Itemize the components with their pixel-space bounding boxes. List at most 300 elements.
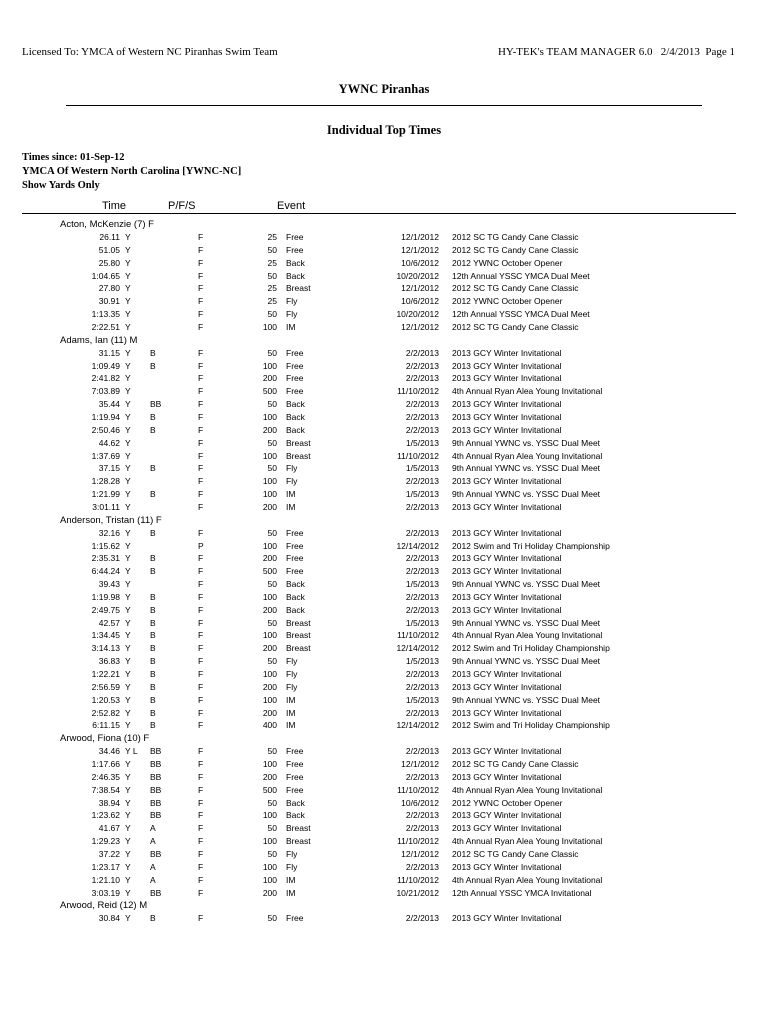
time-cell: 36.83 [98,656,120,667]
meet-cell: 2012 Swim and Tri Holiday Championship [452,720,610,731]
distance-cell: 100 [262,411,277,422]
meet-cell: 9th Annual YWNC vs. YSSC Dual Meet [452,617,601,628]
stroke-cell: Breast [286,630,311,641]
meet-cell: 9th Annual YWNC vs. YSSC Dual Meet [452,437,601,448]
stroke-cell: Back [286,591,305,602]
time-cell: 1:23.62 [91,810,120,821]
time-cell: 37.22 [98,848,120,859]
standard-cell: B [150,681,156,692]
standard-cell: B [150,604,156,615]
course-cell: Y [125,411,131,422]
pfs-cell: F [198,411,204,422]
meet-cell: 2013 GCY Winter Invitational [452,861,562,872]
pfs-cell: F [198,861,204,872]
swimmer-name: Acton, McKenzie (7) F [60,219,154,230]
stroke-cell: Fly [286,309,298,320]
stroke-cell: Back [286,810,305,821]
meet-cell: 2012 Swim and Tri Holiday Championship [452,643,610,654]
date-cell: 10/20/2012 [396,309,439,320]
standard-cell: B [150,630,156,641]
distance-cell: 200 [262,501,277,512]
meet-cell: 2013 GCY Winter Invitational [452,771,562,782]
time-cell: 25.80 [98,257,120,268]
course-cell: Y [125,707,131,718]
meet-cell: 12th Annual YSSC YMCA Dual Meet [452,270,590,281]
distance-cell: 500 [262,386,277,397]
table-row [0,475,768,488]
meet-cell: 4th Annual Ryan Alea Young Invitational [452,386,603,397]
course-cell: Y [125,681,131,692]
distance-cell: 200 [262,604,277,615]
table-row [0,809,768,822]
time-cell: 26.11 [99,232,120,242]
distance-cell: 500 [262,784,277,795]
course-cell: Y [125,759,131,770]
table-row [0,604,768,617]
table-row [0,308,768,321]
table-row [0,398,768,411]
meet-cell: 2012 SC TG Candy Cane Classic [452,232,579,242]
date-cell: 11/10/2012 [397,450,439,461]
course-cell: Y L [125,746,138,757]
course-cell: Y [125,771,131,782]
time-cell: 1:04.65 [91,270,120,281]
stroke-cell: Fly [286,669,298,679]
table-row [0,835,768,848]
column-header-event: Event [277,200,306,212]
date-cell: 12/1/2012 [401,759,439,770]
stroke-cell: Back [286,424,305,435]
stroke-cell: IM [286,501,296,512]
table-row [0,347,768,360]
time-cell: 1:13.35 [91,309,120,320]
standard-cell: BB [150,771,162,782]
table-row [0,385,768,398]
course-cell: Y [125,450,131,461]
distance-cell: 50 [267,656,277,667]
stroke-cell: IM [286,321,296,332]
pfs-cell: F [198,527,204,538]
distance-cell: 200 [262,771,277,782]
distance-cell: 25 [267,232,277,242]
table-row [0,758,768,771]
course-cell: Y [125,656,131,667]
table-row [0,450,768,463]
distance-cell: 25 [267,257,277,268]
date-cell: 1/5/2013 [405,579,439,590]
meet-cell: 2013 GCY Winter Invitational [452,591,562,602]
stroke-cell: Breast [286,437,311,448]
distance-cell: 50 [267,463,277,474]
date-cell: 2/2/2013 [405,476,439,487]
table-row [0,887,768,900]
pfs-cell: F [198,347,204,358]
stroke-cell: Fly [286,656,298,667]
stroke-cell: Breast [286,823,311,834]
pfs-cell: F [198,501,204,512]
standard-cell: B [150,424,156,435]
swimmer-header [0,899,768,912]
distance-cell: 100 [262,321,277,332]
table-row [0,231,768,244]
distance-cell: 100 [262,591,277,602]
table-row [0,527,768,540]
meet-cell: 9th Annual YWNC vs. YSSC Dual Meet [452,463,601,474]
time-cell: 30.84 [98,913,120,924]
standard-cell: BB [150,887,162,898]
stroke-cell: Fly [286,681,298,692]
course-cell: Y [125,540,131,551]
course-cell: Y [125,309,131,320]
pfs-cell: P [198,540,204,551]
distance-cell: 100 [262,861,277,872]
course-cell: Y [125,810,131,821]
stroke-cell: Free [286,566,304,577]
stroke-cell: IM [286,874,296,885]
stroke-cell: Free [286,771,304,782]
report-title: Individual Top Times [326,123,442,137]
standard-cell: B [150,643,156,654]
swimmer-name: Adams, Ian (11) M [60,334,138,346]
course-cell: Y [125,386,131,397]
date-cell: 2/2/2013 [405,913,439,924]
date-cell: 1/5/2013 [405,694,439,705]
standard-cell: BB [150,759,162,770]
meet-cell: 2013 GCY Winter Invitational [452,566,562,577]
table-row [0,360,768,373]
table-row [0,694,768,707]
standard-cell: BB [150,746,162,757]
meet-cell: 2012 SC TG Candy Cane Classic [452,321,579,332]
time-cell: 38.94 [98,797,120,808]
meet-cell: 4th Annual Ryan Alea Young Invitational [452,450,603,461]
pfs-cell: F [198,656,204,667]
meet-cell: 2013 GCY Winter Invitational [452,669,562,679]
time-cell: 7:03.89 [91,386,120,397]
date-cell: 2/2/2013 [405,707,439,718]
standard-cell: A [150,836,156,847]
swimmer-header [0,514,768,527]
meet-cell: 2012 YWNC October Opener [452,257,563,268]
pfs-cell: F [198,424,204,435]
course-cell: Y [125,553,131,564]
time-cell: 6:11.15 [92,720,120,731]
time-cell: 42.57 [98,617,120,628]
time-cell: 3:14.13 [91,643,120,654]
table-row [0,874,768,887]
meet-cell: 2012 SC TG Candy Cane Classic [452,244,579,255]
pfs-cell: F [198,746,204,757]
date-cell: 12/14/2012 [396,643,439,654]
table-row [0,822,768,835]
course-cell: Y [125,321,131,332]
date-cell: 2/2/2013 [405,553,439,564]
date-cell: 12/14/2012 [396,540,439,551]
date-cell: 2/2/2013 [405,373,439,384]
date-cell: 10/6/2012 [401,797,439,808]
meet-cell: 2013 GCY Winter Invitational [452,476,562,487]
table-row [0,655,768,668]
course-cell: Y [125,694,131,705]
course-cell: Y [125,591,131,602]
meet-cell: 9th Annual YWNC vs. YSSC Dual Meet [452,579,601,590]
pfs-cell: F [198,399,204,410]
stroke-cell: Back [286,797,305,808]
standard-cell: B [150,489,156,500]
standard-cell: B [150,656,156,667]
meet-cell: 2013 GCY Winter Invitational [452,527,562,538]
distance-cell: 100 [262,630,277,641]
course-cell: Y [125,848,131,859]
table-row [0,488,768,501]
time-cell: 31.15 [98,347,120,358]
stroke-cell: Free [286,373,304,384]
date-cell: 1/5/2013 [405,463,439,474]
distance-cell: 400 [262,720,277,731]
course-cell: Y [125,424,131,435]
time-cell: 27.80 [98,283,120,294]
time-cell: 30.91 [98,296,120,307]
stroke-cell: Fly [286,296,298,307]
meet-cell: 2013 GCY Winter Invitational [452,360,562,371]
meet-cell: 4th Annual Ryan Alea Young Invitational [452,836,603,847]
pfs-cell: F [198,771,204,782]
pfs-cell: F [198,553,204,564]
course-cell: Y [125,527,131,538]
stroke-cell: IM [286,707,296,718]
course-cell: Y [125,347,131,358]
table-row [0,642,768,655]
distance-cell: 200 [262,553,277,564]
stroke-cell: Back [286,270,305,281]
pfs-cell: F [198,694,204,705]
date-cell: 2/2/2013 [405,746,439,757]
distance-cell: 50 [267,527,277,538]
table-row [0,681,768,694]
meet-cell: 2013 GCY Winter Invitational [452,553,562,564]
time-cell: 37.15 [98,463,120,474]
pfs-cell: F [198,836,204,847]
filter-times-since: Times since: 01-Sep-12 [22,152,125,163]
distance-cell: 200 [262,681,277,692]
stroke-cell: Free [286,913,304,924]
meet-cell: 12th Annual YSSC YMCA Invitational [452,887,592,898]
standard-cell: B [150,553,156,564]
course-cell: Y [125,604,131,615]
date-cell: 2/2/2013 [405,823,439,834]
stroke-cell: Free [286,759,304,770]
distance-cell: 100 [262,540,277,551]
meet-cell: 2013 GCY Winter Invitational [452,501,562,512]
table-row [0,719,768,732]
distance-cell: 200 [262,373,277,384]
standard-cell: B [150,347,156,358]
course-cell: Y [125,887,131,898]
pfs-cell: F [198,591,204,602]
date-cell: 2/2/2013 [405,424,439,435]
standard-cell: BB [150,848,162,859]
date-cell: 12/1/2012 [401,321,439,332]
date-cell: 2/2/2013 [405,527,439,538]
stroke-cell: IM [286,887,296,898]
table-row [0,282,768,295]
time-cell: 3:03.19 [91,887,120,898]
time-cell: 51.05 [98,244,120,255]
course-cell: Y [125,720,131,731]
distance-cell: 100 [262,360,277,371]
date-cell: 2/2/2013 [405,501,439,512]
stroke-cell: Fly [286,861,298,872]
stroke-cell: Fly [286,848,298,859]
stroke-cell: IM [286,489,296,500]
distance-cell: 100 [262,874,277,885]
table-row [0,617,768,630]
time-cell: 2:49.75 [91,604,120,615]
pfs-cell: F [198,784,204,795]
meet-cell: 2012 Swim and Tri Holiday Championship [452,540,610,551]
title-divider [66,105,702,106]
date-cell: 2/2/2013 [405,399,439,410]
course-cell: Y [125,617,131,628]
distance-cell: 200 [262,887,277,898]
stroke-cell: Free [286,553,304,564]
stroke-cell: Free [286,244,304,255]
table-row [0,629,768,642]
pfs-cell: F [198,373,204,384]
time-cell: 1:17.66 [91,759,120,770]
table-row [0,707,768,720]
time-cell: 35.44 [98,399,120,410]
meet-cell: 9th Annual YWNC vs. YSSC Dual Meet [452,489,601,500]
date-cell: 12/1/2012 [401,244,439,255]
pfs-cell: F [198,617,204,628]
date-cell: 12/1/2012 [401,232,439,242]
distance-cell: 200 [262,707,277,718]
date-cell: 12/14/2012 [396,720,439,731]
stroke-cell: Free [286,540,304,551]
table-row [0,784,768,797]
time-cell: 32.16 [98,527,120,538]
meet-cell: 2013 GCY Winter Invitational [452,399,562,410]
pfs-cell: F [198,232,204,242]
pfs-cell: F [198,476,204,487]
course-cell: Y [125,489,131,500]
course-cell: Y [125,270,131,281]
stroke-cell: Free [286,232,304,242]
course-cell: Y [125,476,131,487]
time-cell: 2:35.31 [91,553,120,564]
time-cell: 41.67 [98,823,120,834]
stroke-cell: Fly [286,463,298,474]
standard-cell: B [150,566,156,577]
distance-cell: 500 [262,566,277,577]
stroke-cell: Breast [286,283,311,294]
distance-cell: 200 [262,424,277,435]
pfs-cell: F [198,360,204,371]
table-row [0,565,768,578]
table-row [0,552,768,565]
pfs-cell: F [198,270,204,281]
pfs-cell: F [198,823,204,834]
distance-cell: 50 [267,347,277,358]
stroke-cell: IM [286,720,296,731]
date-cell: 1/5/2013 [405,617,439,628]
distance-cell: 25 [267,283,277,294]
pfs-cell: F [198,643,204,654]
stroke-cell: Back [286,579,305,590]
pfs-cell: F [198,309,204,320]
meet-cell: 9th Annual YWNC vs. YSSC Dual Meet [452,694,601,705]
course-cell: Y [125,283,131,294]
distance-cell: 100 [262,450,277,461]
standard-cell: A [150,874,156,885]
filter-yards-only: Show Yards Only [22,180,100,191]
course-cell: Y [125,399,131,410]
pfs-cell: F [198,874,204,885]
time-cell: 2:50.46 [91,424,120,435]
date-cell: 11/10/2012 [397,630,439,641]
stroke-cell: Free [286,386,304,397]
distance-cell: 50 [267,399,277,410]
standard-cell: B [150,411,156,422]
pfs-cell: F [198,913,204,924]
table-row [0,861,768,874]
meet-cell: 2012 SC TG Candy Cane Classic [452,283,579,294]
pfs-cell: F [198,579,204,590]
table-row [0,578,768,591]
course-cell: Y [125,643,131,654]
time-cell: 1:19.98 [91,591,120,602]
standard-cell: B [150,720,156,731]
date-cell: 2/2/2013 [405,411,439,422]
meet-cell: 4th Annual Ryan Alea Young Invitational [452,784,603,795]
distance-cell: 50 [267,848,277,859]
stroke-cell: Back [286,257,305,268]
time-cell: 44.62 [98,437,120,448]
times-table [0,218,768,925]
date-cell: 2/2/2013 [405,861,439,872]
date-cell: 2/2/2013 [405,360,439,371]
table-row [0,462,768,475]
distance-cell: 200 [262,643,277,654]
time-cell: 2:41.82 [91,373,120,384]
table-row [0,372,768,385]
course-cell: Y [125,463,131,474]
pfs-cell: F [198,720,204,731]
date-cell: 11/10/2012 [397,874,439,885]
course-cell: Y [125,913,131,924]
course-cell: Y [125,566,131,577]
swimmer-header [0,732,768,745]
time-cell: 1:20.53 [91,694,120,705]
distance-cell: 50 [267,270,277,281]
meet-cell: 2012 SC TG Candy Cane Classic [452,848,579,859]
table-row [0,668,768,681]
pfs-cell: F [198,450,204,461]
time-cell: 1:34.45 [91,630,120,641]
date-cell: 10/6/2012 [401,257,439,268]
time-cell: 1:19.94 [91,411,120,422]
distance-cell: 100 [262,759,277,770]
standard-cell: B [150,707,156,718]
course-cell: Y [125,257,131,268]
stroke-cell: Back [286,411,305,422]
stroke-cell: Breast [286,450,311,461]
table-row [0,540,768,553]
stroke-cell: Free [286,347,304,358]
distance-cell: 25 [267,296,277,307]
table-row [0,591,768,604]
